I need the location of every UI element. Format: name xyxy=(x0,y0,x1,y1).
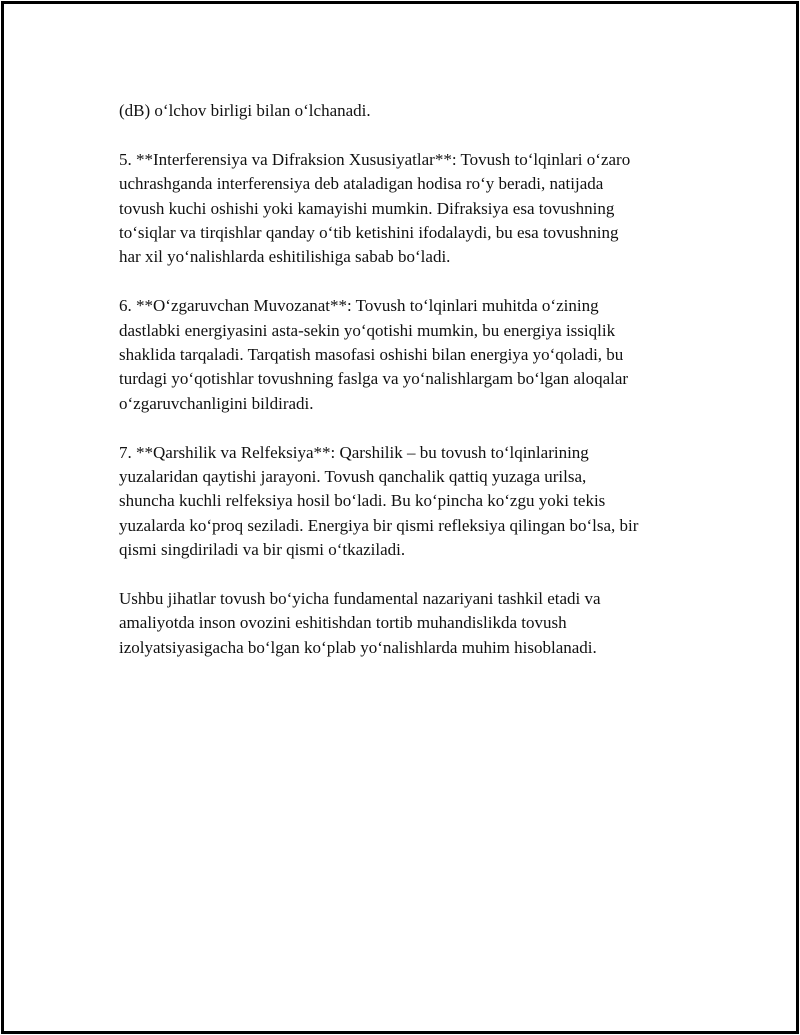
paragraph-variable-equilibrium: 6. **O‘zgaruvchan Muvozanat**: Tovush to‘lqinlari muhitda o‘zining dastlabki energiyasini asta-sekin yo‘qotishi mumkin, bu energiya issiqlik shaklida tarqaladi. Tarqatish masofasi oshishi bilan energiya yo‘qoladi, bu turdagi yo‘qotishlar tovushning faslga va yo‘nalishlargam bo‘lgan aloqalar o‘zgaruvchanligini bildiradi. xyxy=(119,296,629,413)
paragraph-interference-diffraction: 5. **Interferensiya va Difraksion Xususiyatlar**: Tovush to‘lqinlari o‘zaro uchrashganda interferensiya deb ataladigan hodisa ro‘y beradi, natijada tovush kuchi oshishi yoki kamayishi mumkin. Difraksiya esa tovushning to‘siqlar va tirqishlar qanday o‘tib ketishini ifodalaydi, bu esa tovushning har xil yo‘nalishlarda eshitilishiga sabab bo‘ladi. xyxy=(119,149,631,267)
document-body xyxy=(119,99,699,685)
paragraph-conclusion: Ushbu jihatlar tovush bo‘yicha fundamental nazariyani tashkil etadi va amaliyotda inson ovozini eshitishdan tortib muhandislikda tovush izolyatsiyasigacha bo‘lgan ko‘plab yo‘nalishlarda muhim hisoblanadi. xyxy=(119,589,601,657)
document-page xyxy=(1,1,799,1034)
paragraph-intro-continuation: (dB) o‘lchov birligi bilan o‘lchanadi. xyxy=(119,101,371,120)
paragraph-resistance-reflection: 7. **Qarshilik va Relfeksiya**: Qarshilik – bu tovush to‘lqinlarining yuzalaridan qaytishi jarayoni. Tovush qanchalik qattiq yuzaga urilsa, shuncha kuchli relfeksiya hosil bo‘ladi. Bu ko‘pincha ko‘zgu yoki tekis yuzalarda ko‘proq seziladi. Energiya bir qismi refleksiya qilingan bo‘lsa, bir qismi singdiriladi va bir qismi o‘tkaziladi. xyxy=(119,442,639,560)
